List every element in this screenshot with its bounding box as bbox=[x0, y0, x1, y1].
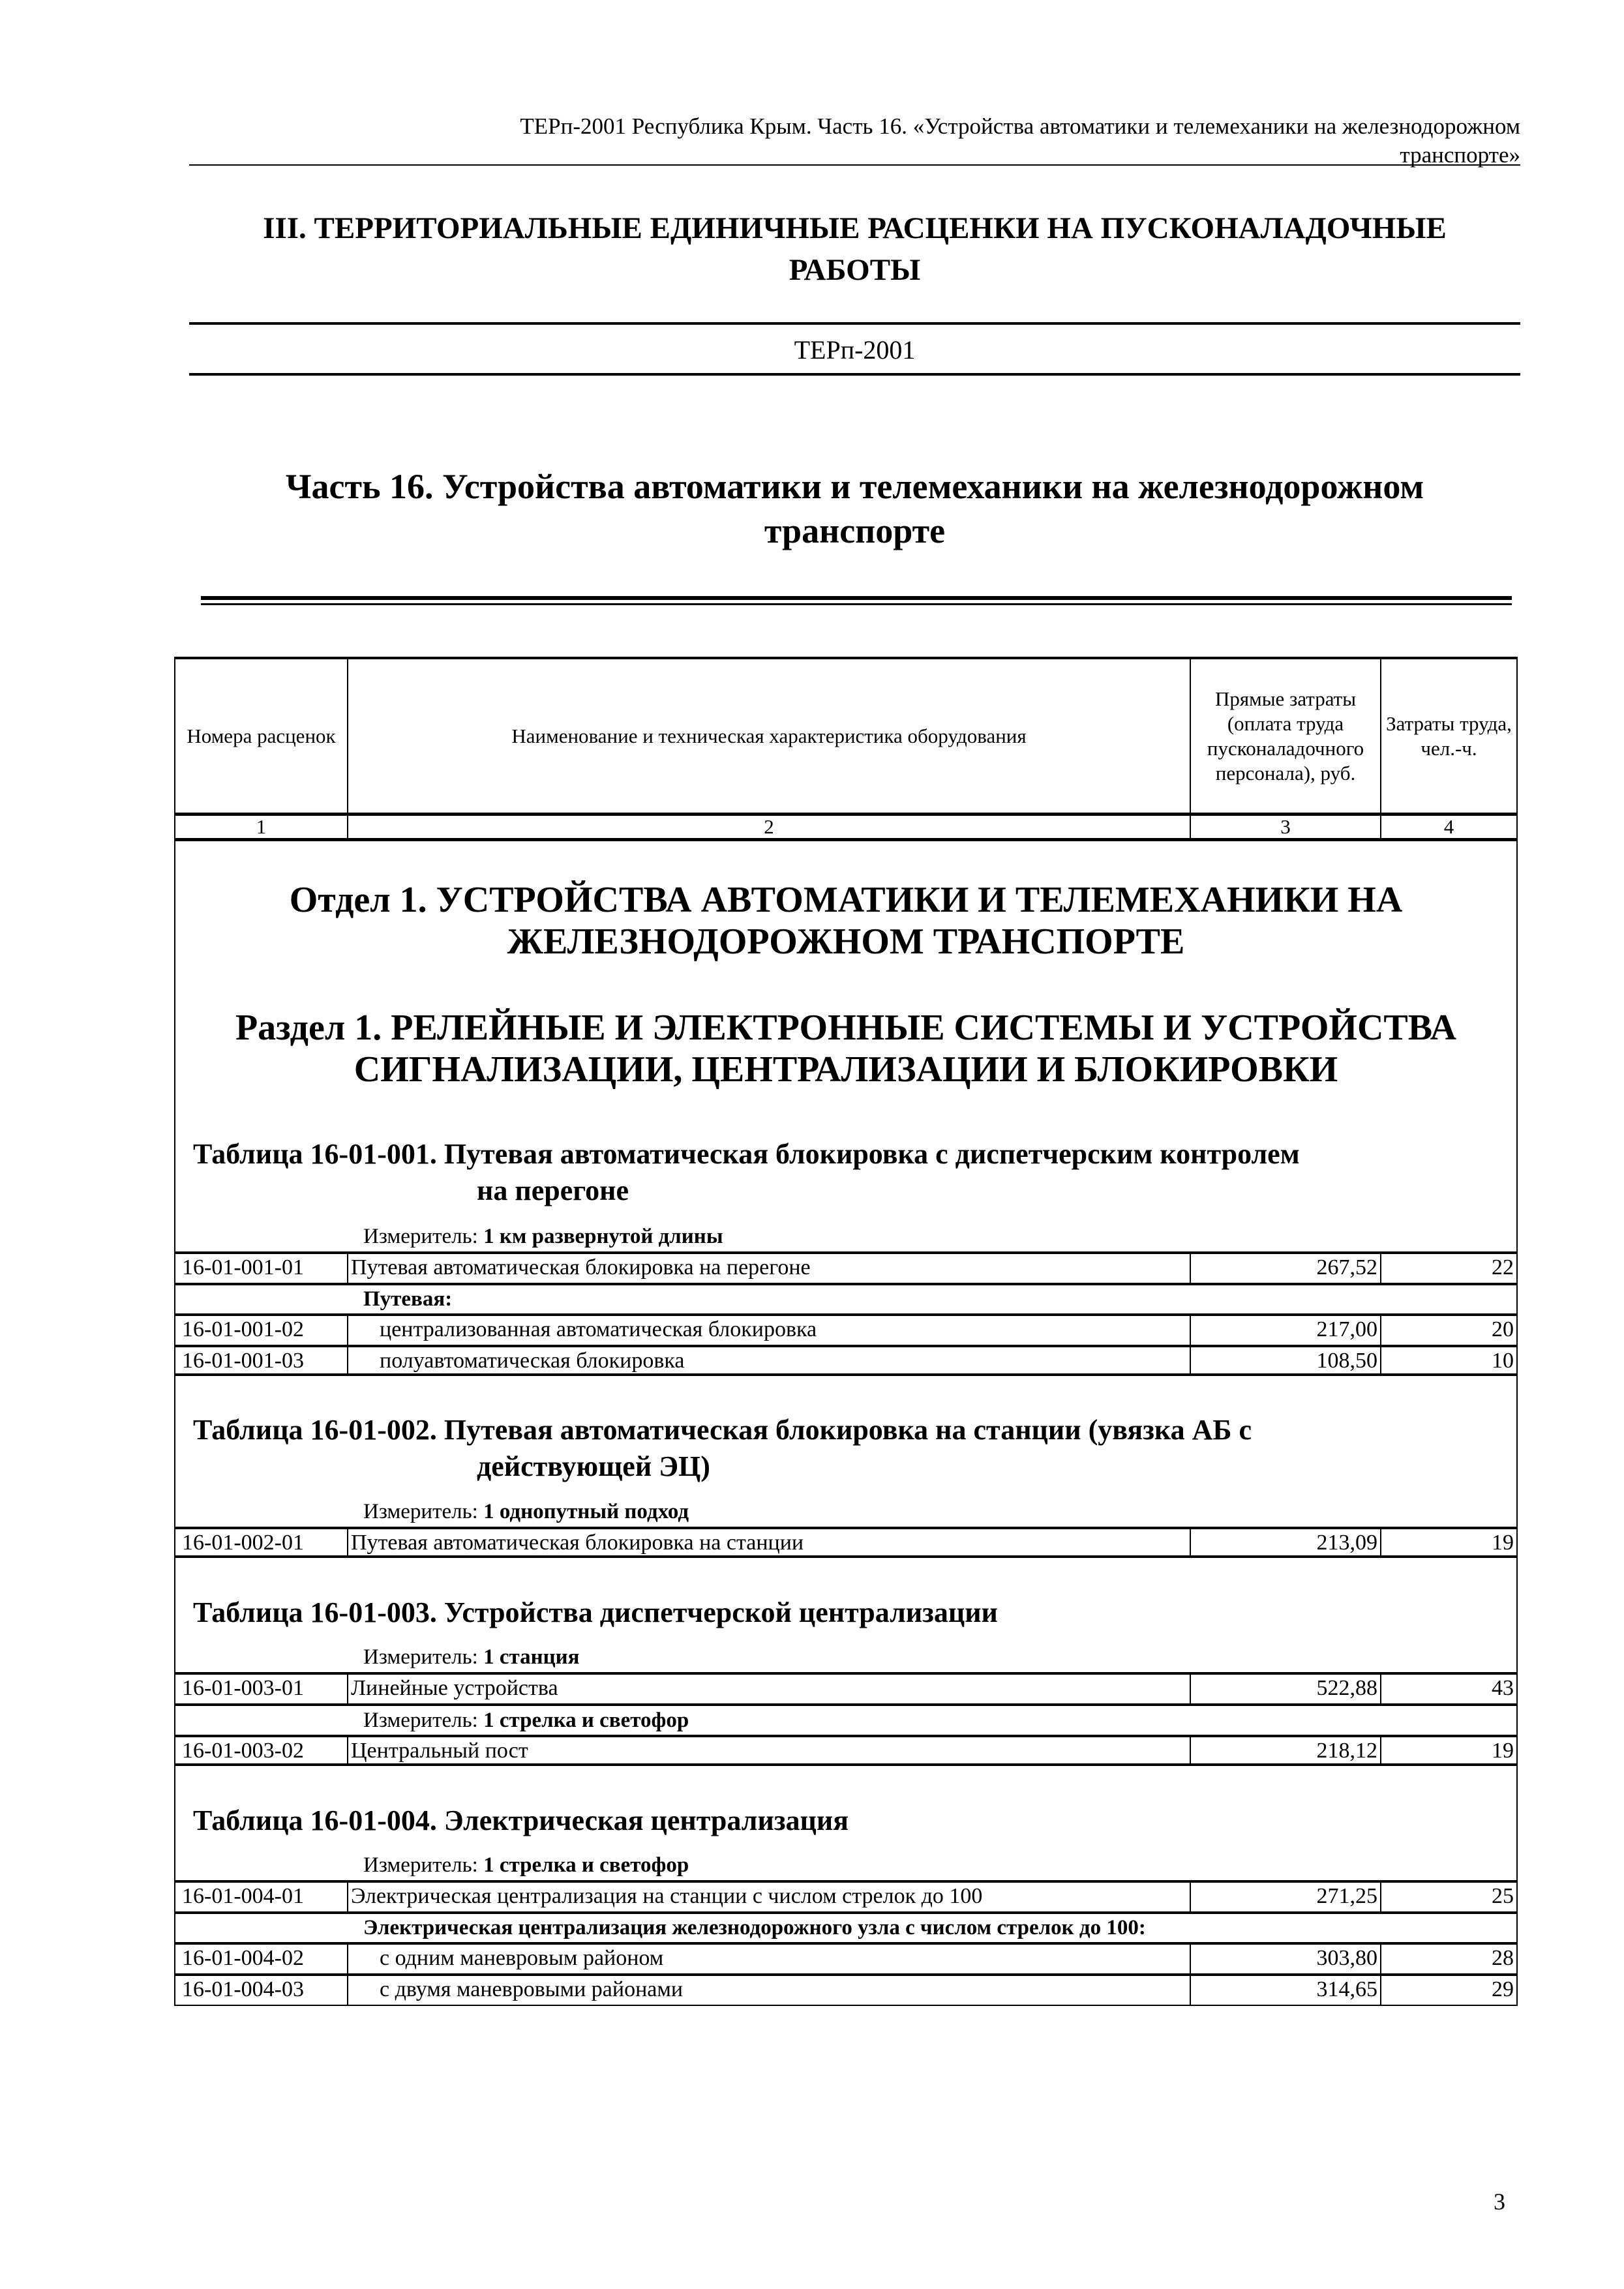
rate-code: 16-01-003-01 bbox=[182, 1676, 304, 1700]
table-row bbox=[175, 1345, 1516, 1376]
table-row bbox=[175, 1973, 1516, 2005]
table-heading bbox=[175, 1118, 1516, 1222]
column-header: Прямые затраты (оплата труда пусконаладочного персонала), руб. bbox=[1190, 659, 1380, 813]
rate-labor: 20 bbox=[1380, 1316, 1516, 1345]
rate-cost: 213,09 bbox=[1190, 1529, 1380, 1555]
column-header: Номера расценок bbox=[187, 724, 336, 747]
running-header-line: транспорте» bbox=[1400, 142, 1520, 168]
rate-name: централизованная автоматическая блокировка bbox=[347, 1316, 1190, 1345]
table-heading: Таблица 16-01-003. Устройства диспетчерской централизации bbox=[193, 1596, 998, 1628]
table-row bbox=[175, 1735, 1516, 1766]
table-row bbox=[175, 1251, 1516, 1283]
rate-cost: 314,65 bbox=[1190, 1976, 1380, 2005]
heading-line: Таблица 16-01-002. Путевая автоматическая блокировка на станции (увязка АБ с bbox=[193, 1414, 1252, 1446]
rate-name: полуавтоматическая блокировка bbox=[347, 1347, 1190, 1373]
group-row: Путевая: bbox=[175, 1283, 1516, 1313]
table-header bbox=[175, 659, 1516, 816]
meter-line bbox=[175, 1643, 1516, 1672]
meter-label: Измеритель: bbox=[363, 1500, 478, 1523]
column-number: 1 bbox=[256, 816, 267, 838]
part-title-line: транспорте bbox=[764, 511, 946, 550]
header-divider bbox=[189, 164, 1520, 166]
meter-line bbox=[175, 1497, 1516, 1527]
rate-name: Путевая автоматическая блокировка на станции bbox=[347, 1529, 1190, 1555]
part-title bbox=[189, 464, 1520, 553]
meter-value: 1 однопутный подход bbox=[483, 1500, 689, 1523]
collection-code: ТЕРп-2001 bbox=[794, 335, 916, 365]
table-row bbox=[175, 1672, 1516, 1703]
meter-value: 1 стрелка и светофор bbox=[483, 1853, 689, 1877]
divider bbox=[189, 373, 1520, 376]
column-number: 4 bbox=[1380, 816, 1516, 838]
heading-line: СИГНАЛИЗАЦИИ, ЦЕНТРАЛИЗАЦИИ И БЛОКИРОВКИ bbox=[353, 1049, 1338, 1090]
meter-value: 1 станция bbox=[483, 1645, 580, 1669]
rate-name: с одним маневровым районом bbox=[347, 1945, 1190, 1973]
heading-line: Таблица 16-01-001. Путевая автоматическая блокировка с диспетчерским контролем bbox=[193, 1138, 1300, 1170]
table-row bbox=[175, 1527, 1516, 1558]
meter-label: Измеритель: bbox=[363, 1853, 478, 1877]
section-heading bbox=[175, 981, 1516, 1118]
rate-cost: 218,12 bbox=[1190, 1737, 1380, 1763]
rate-cost: 522,88 bbox=[1190, 1675, 1380, 1703]
column-number: 2 bbox=[347, 816, 1190, 838]
part-title-line: Часть 16. Устройства автоматики и телемеханики на железнодорожном bbox=[285, 467, 1424, 506]
rate-code: 16-01-001-02 bbox=[182, 1317, 304, 1341]
meter-value: 1 стрелка и светофор bbox=[483, 1709, 689, 1732]
rates-table bbox=[174, 657, 1518, 2006]
meter-label: Измеритель: bbox=[363, 1709, 478, 1732]
rate-code: 16-01-003-02 bbox=[182, 1739, 304, 1763]
rate-cost: 303,80 bbox=[1190, 1945, 1380, 1973]
meter-line bbox=[175, 1703, 1516, 1735]
rate-code: 16-01-001-03 bbox=[182, 1349, 304, 1373]
meter-label: Измеритель: bbox=[363, 1645, 478, 1669]
table-heading bbox=[175, 1376, 1516, 1497]
table-row bbox=[175, 1313, 1516, 1345]
rate-labor: 29 bbox=[1380, 1976, 1516, 2005]
rate-cost: 271,25 bbox=[1190, 1883, 1380, 1911]
table-heading: Таблица 16-01-004. Электрическая централизация bbox=[193, 1804, 849, 1836]
rate-labor: 19 bbox=[1380, 1529, 1516, 1555]
heading-line: Раздел 1. РЕЛЕЙНЫЕ И ЭЛЕКТРОННЫЕ СИСТЕМЫ И УСТРОЙСТВА bbox=[235, 1008, 1457, 1048]
meter-line bbox=[175, 1222, 1516, 1251]
meter-label: Измеритель: bbox=[363, 1225, 478, 1248]
rate-name: Центральный пост bbox=[347, 1737, 1190, 1763]
department-heading bbox=[175, 841, 1516, 981]
table-row bbox=[175, 1880, 1516, 1911]
rate-cost: 267,52 bbox=[1190, 1254, 1380, 1283]
divider bbox=[189, 322, 1520, 325]
rate-name: Электрическая централизация на станции с числом стрелок до 100 bbox=[347, 1883, 1190, 1911]
heading-line: ЖЕЛЕЗНОДОРОЖНОМ ТРАНСПОРТЕ bbox=[507, 921, 1185, 962]
column-header: Затраты труда, чел.-ч. bbox=[1380, 659, 1516, 813]
heading-line: действующей ЭЦ) bbox=[477, 1450, 710, 1482]
rate-name: Путевая автоматическая блокировка на перегоне bbox=[347, 1254, 1190, 1283]
double-divider bbox=[201, 596, 1512, 605]
meter-value: 1 км развернутой длины bbox=[483, 1225, 723, 1248]
rate-code: 16-01-004-01 bbox=[182, 1884, 304, 1908]
rate-labor: 19 bbox=[1380, 1737, 1516, 1763]
rate-name: Линейные устройства bbox=[347, 1675, 1190, 1703]
rate-code: 16-01-004-03 bbox=[182, 1977, 304, 2001]
heading-line: на перегоне bbox=[477, 1174, 629, 1206]
section-title-line: III. ТЕРРИТОРИАЛЬНЫЕ ЕДИНИЧНЫЕ РАСЦЕНКИ НА ПУСКОНАЛАДОЧНЫЕ bbox=[263, 211, 1447, 245]
rate-code: 16-01-004-02 bbox=[182, 1946, 304, 1970]
heading-line: Отдел 1. УСТРОЙСТВА АВТОМАТИКИ И ТЕЛЕМЕХАНИКИ НА bbox=[289, 880, 1403, 920]
rate-name: с двумя маневровыми районами bbox=[347, 1976, 1190, 2005]
rate-cost: 217,00 bbox=[1190, 1316, 1380, 1345]
running-header bbox=[189, 112, 1520, 170]
rate-labor: 25 bbox=[1380, 1883, 1516, 1911]
running-header-line: ТЕРп-2001 Республика Крым. Часть 16. «Устройства автоматики и телемеханики на железнодорожном bbox=[520, 113, 1520, 139]
rate-cost: 108,50 bbox=[1190, 1347, 1380, 1373]
meter-line bbox=[175, 1851, 1516, 1880]
group-row: Электрическая централизация железнодорожного узла с числом стрелок до 100: bbox=[175, 1911, 1516, 1942]
rate-labor: 22 bbox=[1380, 1254, 1516, 1283]
section-title-line: РАБОТЫ bbox=[789, 253, 921, 287]
page-number: 3 bbox=[1494, 2189, 1505, 2215]
rate-code: 16-01-001-01 bbox=[182, 1255, 304, 1279]
rate-code: 16-01-002-01 bbox=[182, 1531, 304, 1555]
table-row bbox=[175, 1942, 1516, 1973]
column-numbers-row bbox=[175, 816, 1516, 841]
rate-labor: 43 bbox=[1380, 1675, 1516, 1703]
column-header: Наименование и техническая характеристика оборудования bbox=[347, 659, 1190, 813]
rate-labor: 10 bbox=[1380, 1347, 1516, 1373]
rate-labor: 28 bbox=[1380, 1945, 1516, 1973]
column-number: 3 bbox=[1190, 816, 1380, 838]
section-title bbox=[189, 207, 1520, 291]
